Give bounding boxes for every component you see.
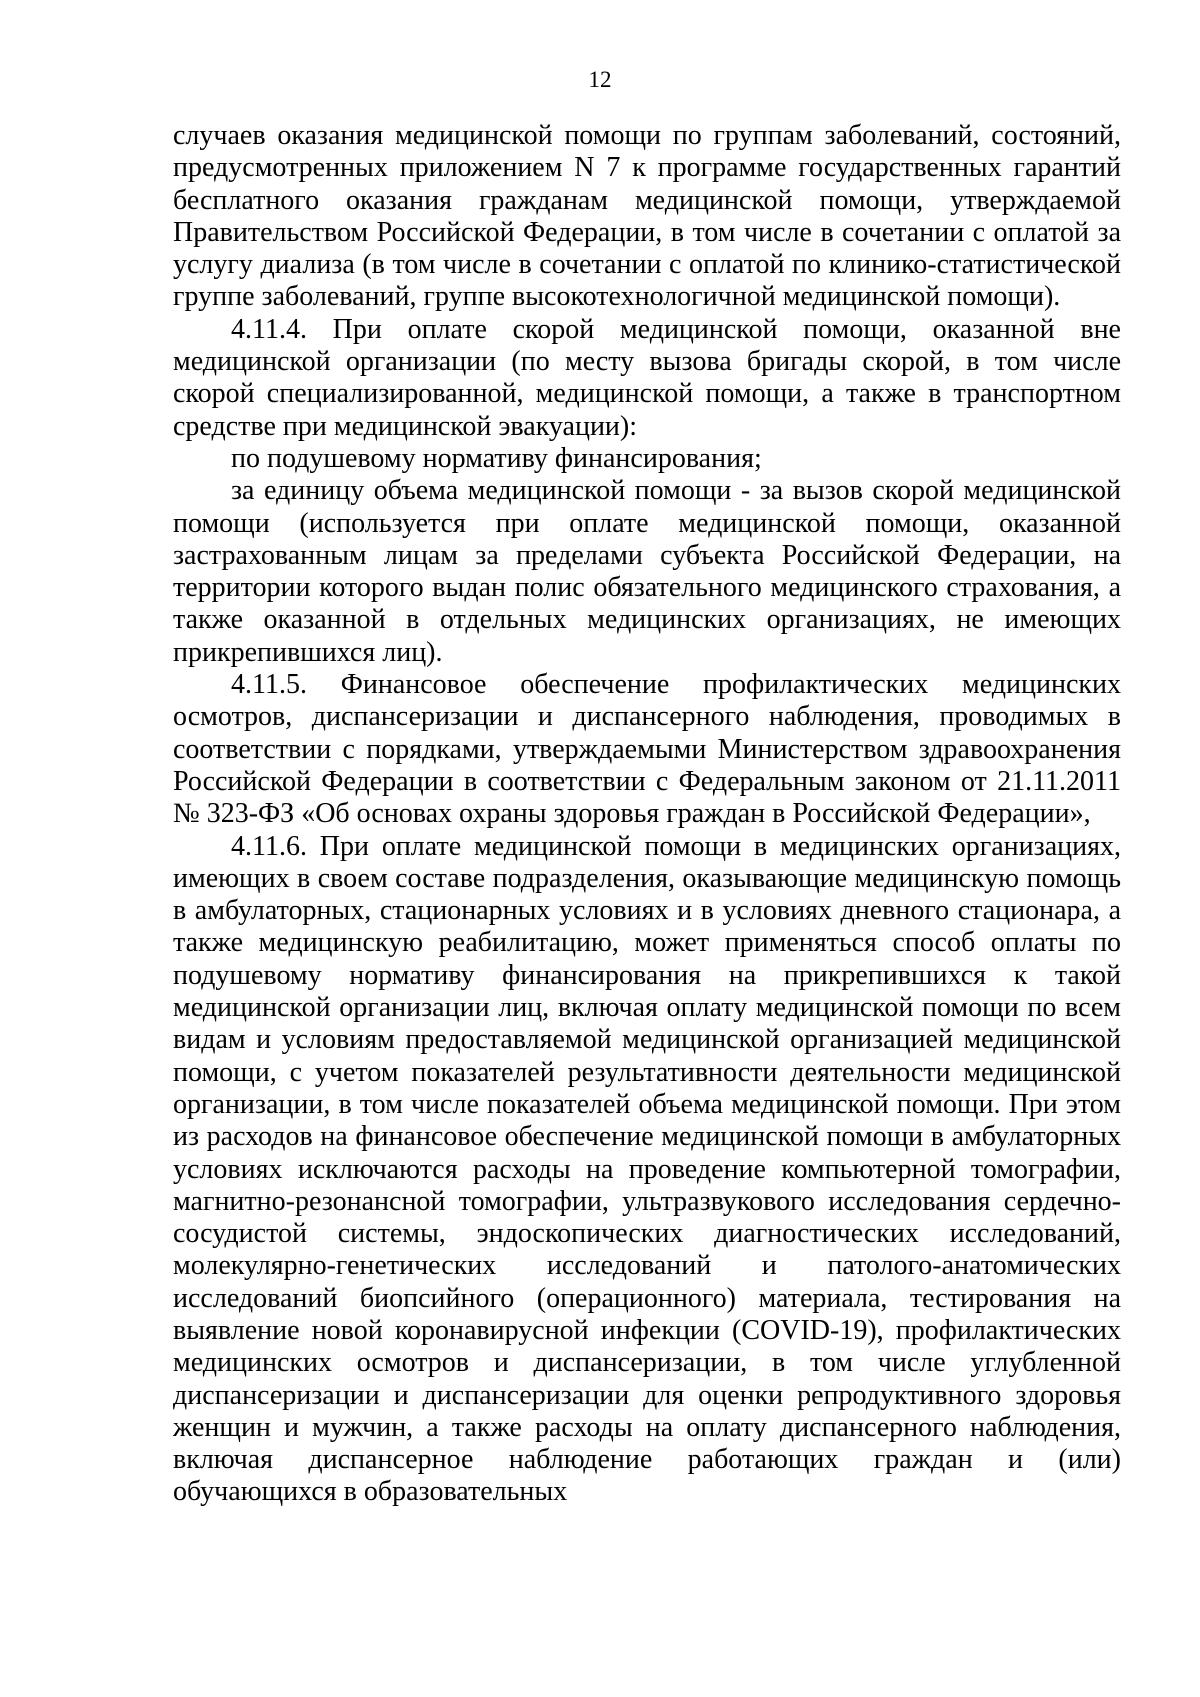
paragraph-4-11-5: 4.11.5. Финансовое обеспечение профилактических медицинских осмотров, диспансеризации и диспансерного наблюдения, проводимых в соответствии с порядками, утверждаемыми Министерством здравоохранения Российской Федерации в соответствии с Федеральным законом от 21.11.2011 № 323-ФЗ «Об основах охраны здоровья граждан в Российской Федерации»,: [173, 669, 1121, 830]
document-body: [173, 120, 1121, 1509]
paragraph-per-unit: за единицу объема медицинской помощи - за вызов скорой медицинской помощи (используется при оплате медицинской помощи, оказанной застрахованным лицам за пределами субъекта Российской Федерации, на территории которого выдан полис обязательного медицинского страхования, а также оказанной в отдельных медицинских организациях, не имеющих прикрепившихся лиц).: [173, 475, 1121, 668]
paragraph-4-11-6: 4.11.6. При оплате медицинской помощи в медицинских организациях, имеющих в своем составе подразделения, оказывающие медицинскую помощь в амбулаторных, стационарных условиях и в условиях дневного стационара, а также медицинскую реабилитацию, может применяться способ оплаты по подушевому нормативу финансирования на прикрепившихся к такой медицинской организации лиц, включая оплату медицинской помощи по всем видам и условиям предоставляемой медицинской организацией медицинской помощи, с учетом показателей результативности деятельности медицинской организации, в том числе показателей объема медицинской помощи. При этом из расходов на финансовое обеспечение медицинской помощи в амбулаторных условиях исключаются расходы на проведение компьютерной томографии, магнитно-резонансной томографии, ультразвукового исследования сердечно-сосудистой системы, эндоскопических диагностических исследований, молекулярно-генетических исследований и патолого-анатомических исследований биопсийного (операционного) материала, тестирования на выявление новой коронавирусной инфекции (COVID-19), профилактических медицинских осмотров и диспансеризации, в том числе углубленной диспансеризации и диспансеризации для оценки репродуктивного здоровья женщин и мужчин, а также расходы на оплату диспансерного наблюдения, включая диспансерное наблюдение работающих граждан и (или) обучающихся в образовательных: [173, 830, 1121, 1508]
paragraph-4-11-4: 4.11.4. При оплате скорой медицинской помощи, оказанной вне медицинской организации (по месту вызова бригады скорой, в том числе скорой специализированной, медицинской помощи, а также в транспортном средстве при медицинской эвакуации):: [173, 313, 1121, 442]
page-number: 12: [588, 67, 612, 92]
paragraph-continuation: случаев оказания медицинской помощи по группам заболеваний, состояний, предусмотренных приложением N 7 к программе государственных гарантий бесплатного оказания гражданам медицинской помощи, утверждаемой Правительством Российской Федерации, в том числе в сочетании с оплатой за услугу диализа (в том числе в сочетании с оплатой по клинико-статистической группе заболеваний, группе высокотехнологичной медицинской помощи).: [173, 120, 1121, 313]
paragraph-per-capita: по подушевому нормативу финансирования;: [231, 442, 762, 474]
